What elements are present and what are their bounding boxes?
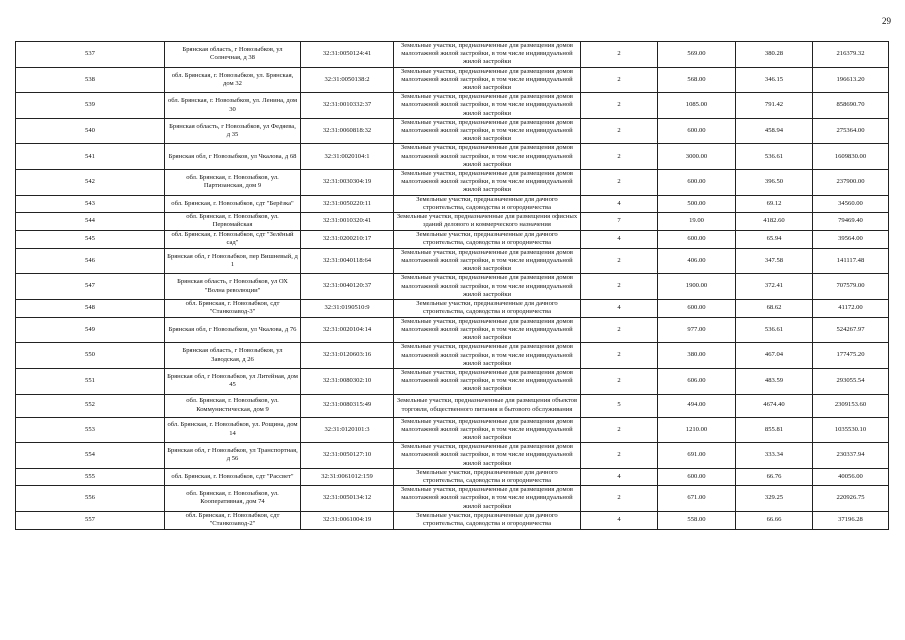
address-cell: обл. Брянская, г. Новозыбков, ул. Ленина, дом 30 [165,93,301,119]
cadastral-number-cell: 32:31:0050134:12 [301,486,394,512]
cadastral-value-cell: 34560.00 [813,195,889,212]
table-row [16,248,889,274]
registry-table [15,41,889,530]
area-cell: 671.00 [658,486,736,512]
use-group-cell: 2 [581,93,658,119]
address-cell: Брянская обл, г Новозыбков, пер Вишневый, д 1 [165,248,301,274]
cadastral-value-cell: 216379.32 [813,42,889,68]
use-group-cell: 7 [581,213,658,231]
table-row [16,170,889,196]
address-cell: обл. Брянская, г. Новозыбков, сдт "Берёзка" [165,195,301,212]
use-group-cell: 4 [581,195,658,212]
address-cell: обл. Брянская, г. Новозыбков, ул. Первомайская [165,213,301,231]
cadastral-number-cell: 32:31:0050127:10 [301,443,394,469]
use-group-cell: 4 [581,468,658,485]
cadastral-value-cell: 275364.00 [813,118,889,144]
specific-value-cell: 380.28 [736,42,813,68]
cadastral-number-cell: 32:31:0050124:41 [301,42,394,68]
table-row [16,343,889,369]
specific-value-cell: 66.76 [736,468,813,485]
cadastral-number-cell: 32:31:0040120:37 [301,274,394,300]
land-use-cell: Земельные участки, предназначенные для размещения домов малоэтажной жилой застройки, в том числе индивидуальной жилой застройки [394,317,581,343]
address-cell: обл. Брянская, г. Новозыбков, ул. Рощина, дом 14 [165,417,301,443]
specific-value-cell: 467.04 [736,343,813,369]
row-number: 538 [16,67,165,93]
cadastral-value-cell: 220926.75 [813,486,889,512]
row-number: 542 [16,170,165,196]
use-group-cell: 5 [581,394,658,417]
specific-value-cell: 69.12 [736,195,813,212]
use-group-cell: 4 [581,299,658,317]
registry-rows [16,42,889,530]
table-row [16,230,889,248]
use-group-cell: 2 [581,67,658,93]
area-cell: 977.00 [658,317,736,343]
land-use-cell: Земельные участки, предназначенные для размещения домов малоэтажной жилой застройки, в том числе индивидуальной жилой застройки [394,443,581,469]
cadastral-number-cell: 32:31:0061012:159 [301,468,394,485]
cadastral-number-cell: 32:31:0030304:19 [301,170,394,196]
cadastral-number-cell: 32:31:0020104:14 [301,317,394,343]
cadastral-value-cell: 41172.00 [813,299,889,317]
area-cell: 600.00 [658,299,736,317]
cadastral-number-cell: 32:31:0200210:17 [301,230,394,248]
address-cell: обл. Брянская, г. Новозыбков, сдт "Станкозавод-2" [165,511,301,529]
area-cell: 600.00 [658,118,736,144]
address-cell: Брянская область, г Новозыбков, ул Федяева, д 35 [165,118,301,144]
area-cell: 1085.00 [658,93,736,119]
land-use-cell: Земельные участки, предназначенные для размещения домов малоэтажной жилой застройки, в том числе индивидуальной жилой застройки [394,417,581,443]
land-use-cell: Земельные участки, предназначенные для дачного строительства, садоводства и огородничества [394,230,581,248]
use-group-cell: 4 [581,511,658,529]
page-number: 29 [882,16,891,26]
table-row [16,118,889,144]
address-cell: Брянская область, г Новозыбков, ул Солнечная, д 38 [165,42,301,68]
specific-value-cell: 855.81 [736,417,813,443]
specific-value-cell: 4182.60 [736,213,813,231]
table-row [16,317,889,343]
specific-value-cell: 333.34 [736,443,813,469]
address-cell: обл. Брянская, г. Новозыбков, ул. Коммунистическая, дом 9 [165,394,301,417]
address-cell: Брянская обл, г Новозыбков, ул Литейная, дом 45 [165,368,301,394]
specific-value-cell: 372.41 [736,274,813,300]
address-cell: Брянская область, г Новозыбков, ул ОХ "Волна революции" [165,274,301,300]
use-group-cell: 2 [581,343,658,369]
area-cell: 600.00 [658,468,736,485]
table-row [16,486,889,512]
row-number: 539 [16,93,165,119]
row-number: 537 [16,42,165,68]
specific-value-cell: 396.50 [736,170,813,196]
cadastral-number-cell: 32:31:0010332:37 [301,93,394,119]
row-number: 556 [16,486,165,512]
cadastral-value-cell: 1035530.10 [813,417,889,443]
table-row [16,368,889,394]
cadastral-number-cell: 32:31:0190510:9 [301,299,394,317]
table-row [16,93,889,119]
table-row [16,274,889,300]
land-use-cell: Земельные участки, предназначенные для размещения домов малоэтажной жилой застройки, в том числе индивидуальной жилой застройки [394,343,581,369]
table-row [16,394,889,417]
cadastral-value-cell: 177475.20 [813,343,889,369]
use-group-cell: 2 [581,144,658,170]
row-number: 549 [16,317,165,343]
land-use-cell: Земельные участки, предназначенные для размещения объектов торговли, общественного питания и бытового обслуживания [394,394,581,417]
use-group-cell: 2 [581,248,658,274]
address-cell: обл. Брянская, г. Новозыбков, ул. Партизанская, дом 9 [165,170,301,196]
row-number: 555 [16,468,165,485]
table-row [16,213,889,231]
specific-value-cell: 483.59 [736,368,813,394]
area-cell: 494.00 [658,394,736,417]
land-use-cell: Земельные участки, предназначенные для дачного строительства, садоводства и огородничества [394,299,581,317]
area-cell: 3000.00 [658,144,736,170]
cadastral-value-cell: 293055.54 [813,368,889,394]
area-cell: 558.00 [658,511,736,529]
table-row [16,299,889,317]
land-use-cell: Земельные участки, предназначенные для размещения домов малоэтажной жилой застройки, в том числе индивидуальной жилой застройки [394,42,581,68]
land-use-cell: Земельные участки, предназначенные для размещения домов малоэтажной жилой застройки, в том числе индивидуальной жилой застройки [394,144,581,170]
cadastral-value-cell: 141117.48 [813,248,889,274]
use-group-cell: 4 [581,230,658,248]
specific-value-cell: 536.61 [736,317,813,343]
land-use-cell: Земельные участки, предназначенные для размещения домов малоэтажной жилой застройки, в том числе индивидуальной жилой застройки [394,248,581,274]
cadastral-value-cell: 858690.70 [813,93,889,119]
row-number: 540 [16,118,165,144]
area-cell: 568.00 [658,67,736,93]
cadastral-number-cell: 32:31:0050220:11 [301,195,394,212]
cadastral-number-cell: 32:31:0120101:3 [301,417,394,443]
land-use-cell: Земельные участки, предназначенные для размещения домов малоэтажной жилой застройки, в том числе индивидуальной жилой застройки [394,486,581,512]
cadastral-value-cell: 2309153.60 [813,394,889,417]
cadastral-value-cell: 524267.97 [813,317,889,343]
cadastral-value-cell: 37196.28 [813,511,889,529]
cadastral-number-cell: 32:31:0060818:32 [301,118,394,144]
area-cell: 569.00 [658,42,736,68]
land-use-cell: Земельные участки, предназначенные для размещения домов малоэтажной жилой застройки, в том числе индивидуальной жилой застройки [394,368,581,394]
use-group-cell: 2 [581,118,658,144]
use-group-cell: 2 [581,274,658,300]
cadastral-number-cell: 32:31:0061004:19 [301,511,394,529]
table-row [16,195,889,212]
cadastral-value-cell: 230337.94 [813,443,889,469]
specific-value-cell: 347.58 [736,248,813,274]
area-cell: 600.00 [658,230,736,248]
table-row [16,417,889,443]
address-cell: Брянская обл, г Новозыбков, ул Чкалова, д 68 [165,144,301,170]
row-number: 551 [16,368,165,394]
land-use-cell: Земельные участки, предназначенные для размещения офисных зданий делового и коммерческого назначения [394,213,581,231]
specific-value-cell: 68.62 [736,299,813,317]
row-number: 557 [16,511,165,529]
address-cell: обл. Брянская, г. Новозыбков, сдт "Зелёный сад" [165,230,301,248]
table-row [16,468,889,485]
table-row [16,67,889,93]
cadastral-value-cell: 1609830.00 [813,144,889,170]
cadastral-value-cell: 237900.00 [813,170,889,196]
address-cell: Брянская обл, г Новозыбков, ул Транспортная, д 56 [165,443,301,469]
row-number: 554 [16,443,165,469]
area-cell: 1900.00 [658,274,736,300]
row-number: 543 [16,195,165,212]
table-row [16,443,889,469]
cadastral-value-cell: 79469.40 [813,213,889,231]
land-use-cell: Земельные участки, предназначенные для размещения домов малоэтажной жилой застройки, в том числе индивидуальной жилой застройки [394,67,581,93]
land-use-cell: Земельные участки, предназначенные для размещения домов малоэтажной жилой застройки, в том числе индивидуальной жилой застройки [394,170,581,196]
cadastral-number-cell: 32:31:0080302:10 [301,368,394,394]
land-use-cell: Земельные участки, предназначенные для дачного строительства, садоводства и огородничества [394,511,581,529]
use-group-cell: 2 [581,368,658,394]
address-cell: обл. Брянская, г. Новозыбков, ул. Брянская, дом 32 [165,67,301,93]
area-cell: 406.00 [658,248,736,274]
use-group-cell: 2 [581,42,658,68]
use-group-cell: 2 [581,417,658,443]
row-number: 552 [16,394,165,417]
address-cell: обл. Брянская, г. Новозыбков, сдт "Рассвет" [165,468,301,485]
area-cell: 19.00 [658,213,736,231]
row-number: 545 [16,230,165,248]
address-cell: обл. Брянская, г. Новозыбков, ул. Кооперативная, дом 74 [165,486,301,512]
table-row [16,42,889,68]
row-number: 550 [16,343,165,369]
land-use-cell: Земельные участки, предназначенные для размещения домов малоэтажной жилой застройки, в том числе индивидуальной жилой застройки [394,93,581,119]
specific-value-cell: 458.94 [736,118,813,144]
land-use-cell: Земельные участки, предназначенные для размещения домов малоэтажной жилой застройки, в том числе индивидуальной жилой застройки [394,274,581,300]
cadastral-value-cell: 39564.00 [813,230,889,248]
cadastral-value-cell: 40056.00 [813,468,889,485]
specific-value-cell: 4674.40 [736,394,813,417]
cadastral-number-cell: 32:31:0020104:1 [301,144,394,170]
area-cell: 691.00 [658,443,736,469]
use-group-cell: 2 [581,317,658,343]
specific-value-cell: 346.15 [736,67,813,93]
row-number: 546 [16,248,165,274]
use-group-cell: 2 [581,486,658,512]
cadastral-number-cell: 32:31:0050138:2 [301,67,394,93]
specific-value-cell: 65.94 [736,230,813,248]
row-number: 541 [16,144,165,170]
land-use-cell: Земельные участки, предназначенные для дачного строительства, садоводства и огородничества [394,195,581,212]
cadastral-number-cell: 32:31:0080315:49 [301,394,394,417]
table-row [16,511,889,529]
specific-value-cell: 329.25 [736,486,813,512]
area-cell: 600.00 [658,170,736,196]
row-number: 547 [16,274,165,300]
area-cell: 606.00 [658,368,736,394]
address-cell: Брянская область, г Новозыбков, ул Заводская, д 26 [165,343,301,369]
row-number: 548 [16,299,165,317]
cadastral-value-cell: 196613.20 [813,67,889,93]
address-cell: обл. Брянская, г. Новозыбков, сдт "Станкозавод-3" [165,299,301,317]
use-group-cell: 2 [581,170,658,196]
row-number: 544 [16,213,165,231]
land-use-cell: Земельные участки, предназначенные для размещения домов малоэтажной жилой застройки, в том числе индивидуальной жилой застройки [394,118,581,144]
area-cell: 1210.00 [658,417,736,443]
specific-value-cell: 791.42 [736,93,813,119]
specific-value-cell: 536.61 [736,144,813,170]
cadastral-value-cell: 707579.00 [813,274,889,300]
area-cell: 380.00 [658,343,736,369]
specific-value-cell: 66.66 [736,511,813,529]
land-use-cell: Земельные участки, предназначенные для дачного строительства, садоводства и огородничества [394,468,581,485]
cadastral-number-cell: 32:31:0040118:64 [301,248,394,274]
address-cell: Брянская обл, г Новозыбков, ул Чкалова, д 76 [165,317,301,343]
use-group-cell: 2 [581,443,658,469]
row-number: 553 [16,417,165,443]
table-row [16,144,889,170]
cadastral-number-cell: 32:31:0120603:16 [301,343,394,369]
cadastral-number-cell: 32:31:0010320:41 [301,213,394,231]
area-cell: 500.00 [658,195,736,212]
